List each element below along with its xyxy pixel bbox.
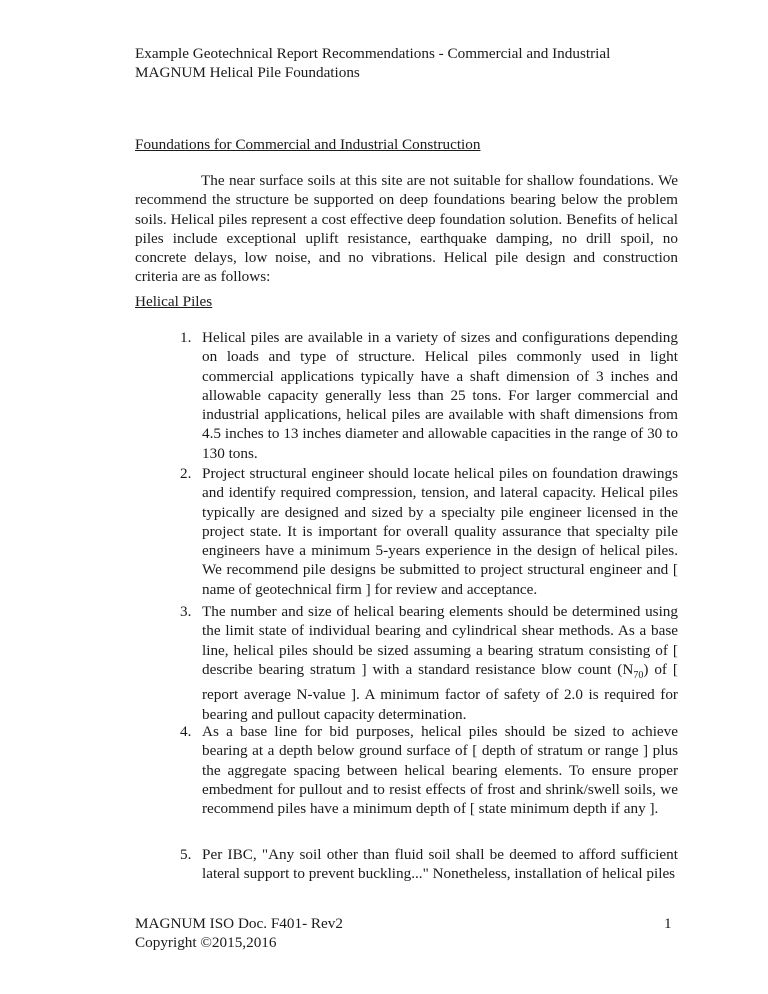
page-number: 1 [664,915,672,932]
subsection-title: Helical Piles [135,293,213,310]
header-line-2: MAGNUM Helical Pile Foundations [135,64,360,81]
list-item-text-part: ) of [ report average N-value ]. A minimum factor of safety of 2.0 is required for bearing and pullout capacity determination. [202,660,678,723]
footer-copyright: Copyright ©2015,2016 [135,934,277,951]
page-footer [135,914,343,952]
list-item-text [202,602,678,724]
list-item-number: 5. [180,846,192,863]
page-header [135,44,610,82]
list-item-number: 1. [180,329,192,346]
list-item-text: Helical piles are available in a variety of sizes and configurations depending on loads and type of structure. Helical piles commonly used in light commercial applications typically have a shaft dimension of 3 inches and allowable capacity generally less than 25 tons. For larger commercial and industrial applications, helical piles are available with shaft dimensions from 4.5 inches to 13 inches diameter and allowable capacities in the range of 30 to 130 tons. [202,329,678,462]
header-line-1: Example Geotechnical Report Recommendations - Commercial and Industrial [135,45,611,62]
list-item-text: Per IBC, "Any soil other than fluid soil shall be deemed to afford sufficient lateral support to prevent buckling..." Nonetheless, installation of helical piles [202,846,678,883]
list-item-number: 3. [180,603,192,620]
list-item [180,722,678,818]
list-item-number: 4. [180,723,192,740]
list-item [180,602,678,724]
footer-doc-id: MAGNUM ISO Doc. F401- Rev2 [135,915,343,932]
section-title: Foundations for Commercial and Industrial Construction [135,136,481,153]
intro-paragraph: The near surface soils at this site are not suitable for shallow foundations. We recommend the structure be supported on deep foundations bearing below the problem soils. Helical piles represent a cost effective deep foundation solution. Benefits of helical piles include exceptional uplift resistance, earthquake damping, no drill spoil, no concrete delays, low noise, and no vibrations. Helical pile design and construction criteria are as follows: [135,172,678,286]
list-item-text: Project structural engineer should locate helical piles on foundation drawings and identify required compression, tension, and lateral capacity. Helical piles typically are designed and sized by a specialty pile engineer licensed in the project state. It is important for overall quality assurance that specialty pile engineers have a minimum 5-years experience in the design of helical piles. We recommend pile designs be submitted to project structural engineer and [ name of geotechnical firm ] for review and acceptance. [202,465,678,598]
list-item-text-part: The number and size of helical bearing elements should be determined using the limit state of individual bearing and cylindrical shear methods. As a base line, helical piles should be sized assuming a bearing stratum consisting of [ describe bearing stratum ] with a standard resistance blow count (N [202,603,678,678]
list-item [180,845,678,884]
list-item [180,328,678,463]
list-item-number: 2. [180,465,192,482]
subscript-70: 70 [633,669,644,681]
list-item [180,464,678,599]
list-item-text: As a base line for bid purposes, helical piles should be sized to achieve bearing at a depth below ground surface of [ depth of stratum or range ] plus the aggregate spacing between helical bearing elements. To ensure proper embedment for pullout and to resist effects of frost and shrink/swell soils, we recommend piles have a minimum depth of [ state minimum depth if any ]. [202,723,678,818]
